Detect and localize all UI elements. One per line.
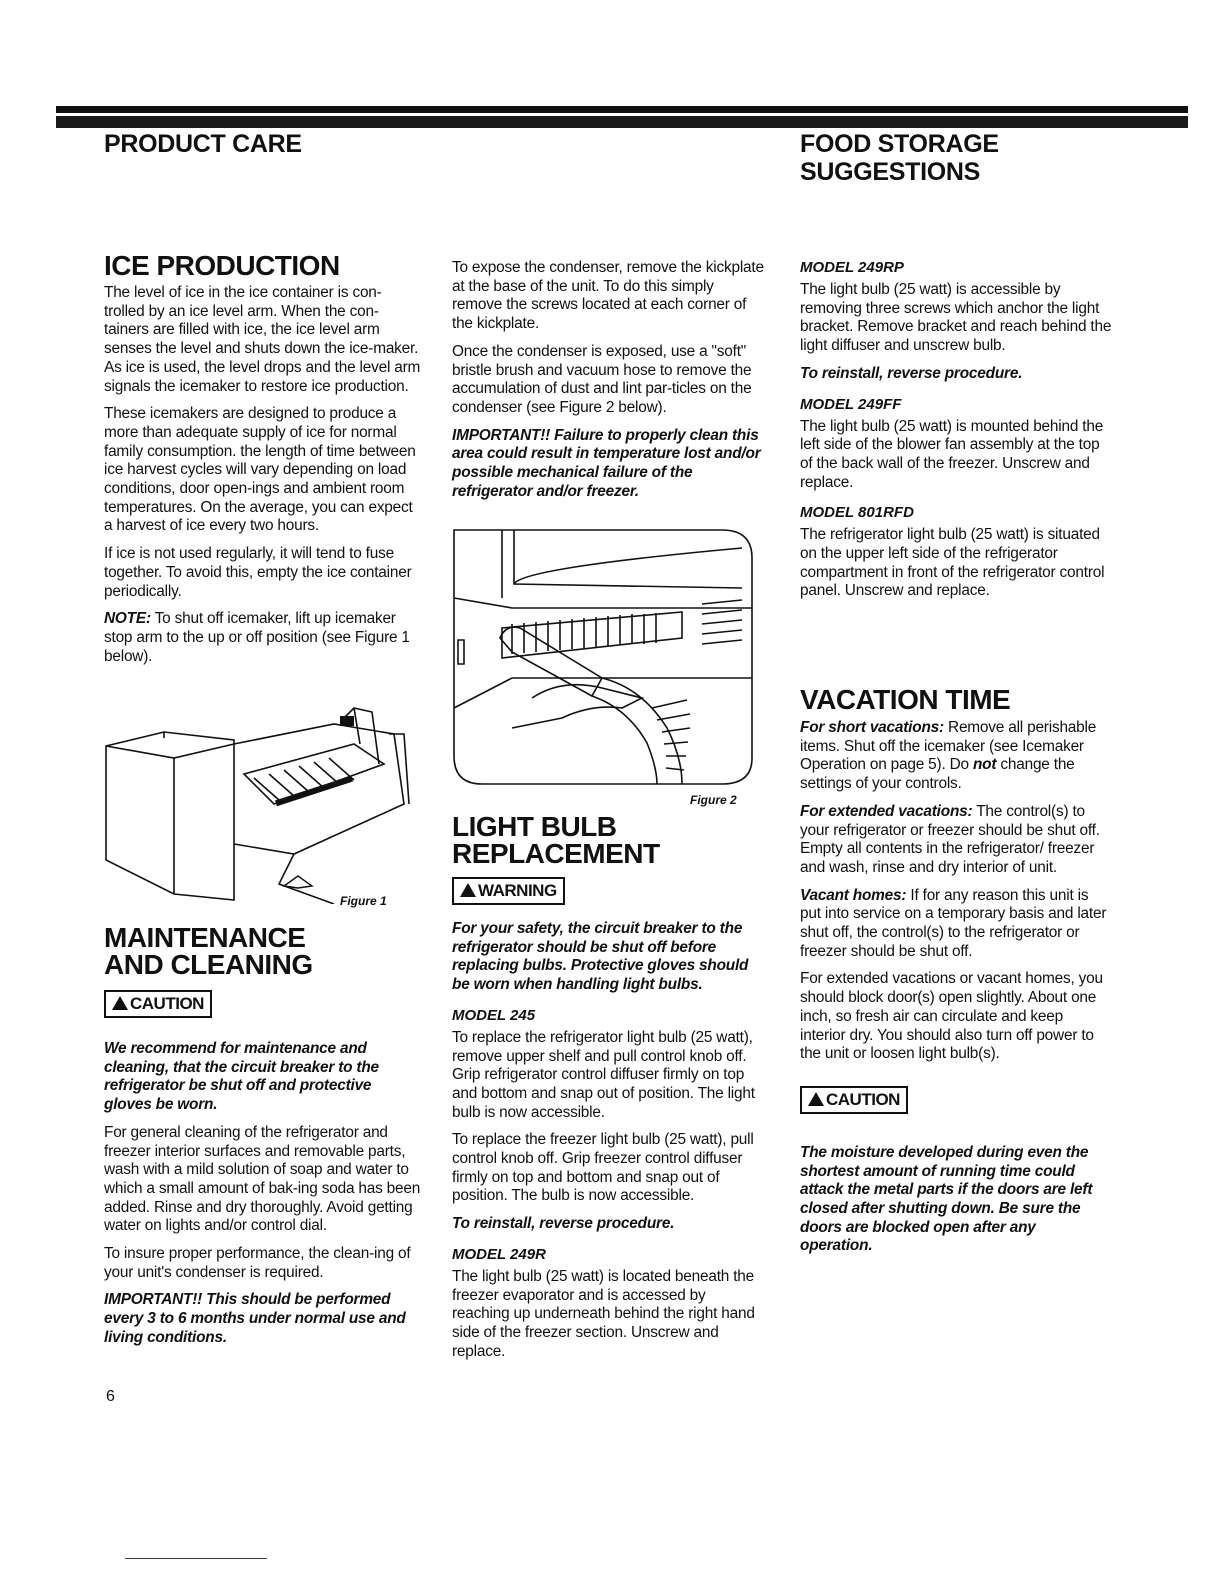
heading-light-bulb: [452, 813, 764, 867]
important-note: IMPORTANT!! Failure to properly clean this area could result in temperature lost and/or possible mechanical failure of the refrigerator and/or freezer.: [452, 426, 761, 500]
caution-badge: [104, 990, 212, 1018]
section-title-product-care: PRODUCT CARE: [104, 130, 302, 158]
warning-text: For your safety, the circuit breaker to the refrigerator should be shut off before replacing bulbs. Protective gloves should be worn when handling light bulbs.: [452, 920, 749, 994]
paragraph: The light bulb (25 watt) is mounted behind the left side of the blower fan assembly at the top of the back wall of the freezer. Unscrew and replace.: [800, 417, 1104, 491]
note-label: NOTE:: [104, 610, 151, 628]
caution-badge: [800, 1086, 908, 1114]
section-title-line: FOOD STORAGE: [800, 130, 999, 158]
label: Vacant homes:: [800, 886, 907, 904]
text: If for any reason this unit is put into service on a temporary basis and later shut off, the control(s) to the refrigerator or freezer should be shut off.: [800, 886, 1107, 960]
paragraph: For extended vacations or vacant homes, you should block door(s) open slightly. About one inch, so fresh air can circulate and keep interior dry. You should also turn off power to the unit or loosen light bulb(s).: [800, 970, 1103, 1063]
paragraph: To insure proper performance, the clean-ing of your unit's condenser is required.: [104, 1245, 411, 1281]
warning-label: WARNING: [478, 881, 557, 900]
page-number: 6: [106, 1388, 115, 1405]
heading-line: MAINTENANCE: [104, 922, 306, 953]
column-2-lower: [452, 813, 764, 1370]
heading-line: REPLACEMENT: [452, 838, 660, 869]
model-heading: MODEL 801RFD: [800, 504, 914, 522]
important-note: IMPORTANT!! This should be performed every 3 to 6 months under normal use and living conditions.: [104, 1291, 406, 1346]
note-text: To shut off icemaker, lift up icemaker stop arm to the up or off position (see Figure 1 below).: [104, 610, 410, 665]
model-heading: MODEL 249FF: [800, 395, 902, 413]
caution-text: The moisture developed during even the shortest amount of running time could attack the metal parts if the doors are left closed after shutting down. Be sure the doors are blocked open after any operation.: [800, 1143, 1093, 1255]
warning-badge-wrap: [452, 877, 764, 905]
warning-badge: [452, 877, 565, 905]
warning-triangle-icon: [460, 883, 476, 897]
paragraph: To replace the freezer light bulb (25 watt), pull control knob off. Grip freezer control diffuser firmly on top and bottom and snap out of position. The bulb is now accessible.: [452, 1131, 754, 1205]
paragraph-extended-vacations: [800, 803, 1112, 878]
label: For short vacations:: [800, 719, 944, 736]
paragraph: For general cleaning of the refrigerator and freezer interior surfaces and removable parts, wash with a mild solution of soap and water to which a small amount of bak-ing soda has been added. Rinse and dry thoroughly. Avoid getting water on lights and/or control dial.: [104, 1123, 421, 1235]
caution-badge-wrap: [104, 990, 422, 1018]
paragraph: The light bulb (25 watt) is located beneath the freezer evaporator and is accessed by reaching up underneath behind the right hand side of the freezer section. Unscrew and replace.: [452, 1267, 755, 1360]
model-heading: MODEL 249R: [452, 1245, 546, 1263]
warning-triangle-icon: [808, 1092, 824, 1106]
figure-1-icemaker-illustration: [104, 704, 414, 904]
model-heading: MODEL 245: [452, 1006, 536, 1024]
column-2: [452, 259, 764, 510]
column-1: [104, 252, 422, 675]
caution-badge-wrap: [800, 1086, 1112, 1114]
caution-text: We recommend for maintenance and cleaning, that the circuit breaker to the refrigerator be shut off and protective gloves be worn.: [104, 1040, 379, 1114]
reinstall-note: To reinstall, reverse procedure.: [452, 1215, 675, 1233]
caution-label: CAUTION: [130, 994, 204, 1013]
paragraph: The refrigerator light bulb (25 watt) is situated on the upper left side of the refrigerator compartment in front of the refrigerator control panel. Unscrew and replace.: [800, 526, 1105, 600]
heading-maintenance: [104, 924, 422, 978]
text: Remove all perishable items. Shut off the icemaker (see Icemaker Operation on page 5). Do: [800, 719, 1097, 774]
column-3: [800, 259, 1112, 610]
heading-line: LIGHT BULB: [452, 811, 617, 842]
emphasis: not: [972, 756, 997, 774]
figure-2-condenser-illustration: [452, 528, 754, 788]
header-rule: [56, 106, 1188, 113]
model-heading: MODEL 249RP: [800, 259, 904, 276]
reinstall-note: To reinstall, reverse procedure.: [800, 364, 1023, 382]
column-1-lower: [104, 924, 422, 1357]
column-3-vacation: [800, 686, 1112, 1265]
heading-ice-production: ICE PRODUCTION: [104, 250, 340, 281]
paragraph: The level of ice in the ice container is con-trolled by an ice level arm. When the con-tainers are filled with ice, the ice level arm senses the level and shuts down the ice-maker. As ice is used, the level drops and the level arm signals the icemaker to restore ice production.: [104, 284, 421, 395]
warning-triangle-icon: [112, 996, 128, 1010]
label: For extended vacations:: [800, 802, 973, 820]
text: change the settings of your controls.: [800, 756, 1075, 793]
text: The control(s) to your refrigerator or freezer should be shut off. Empty all contents in the refrigerator/ freezer and wash, rinse and dry interior of unit.: [800, 802, 1100, 876]
caution-label: CAUTION: [826, 1089, 900, 1109]
footer-rule: [125, 1558, 267, 1559]
heading-vacation: VACATION TIME: [800, 684, 1011, 715]
figure-1-caption: Figure 1: [340, 894, 387, 908]
paragraph: Once the condenser is exposed, use a "soft" bristle brush and vacuum hose to remove the accumulation of dust and lint par-ticles on the condenser (see Figure 2 below).: [452, 342, 752, 416]
section-title-line: SUGGESTIONS: [800, 158, 981, 186]
figure-2-caption: Figure 2: [690, 793, 737, 807]
section-title-food-storage: [800, 130, 999, 186]
note-paragraph: [104, 610, 422, 666]
paragraph: To replace the refrigerator light bulb (25 watt), remove upper shelf and pull control knob off. Grip refrigerator control diffuser firmly on top and bottom and snap out of position. The light bulb is now accessible.: [452, 1028, 755, 1121]
paragraph: The light bulb (25 watt) is accessible by removing three screws which anchor the light bracket. Remove bracket and reach behind the light diffuser and unscrew bulb.: [800, 281, 1112, 355]
paragraph: These icemakers are designed to produce a more than adequate supply of ice for normal family consumption. the length of time between ice harvest cycles will vary depending on load conditions, door open-ings and ambient room temperatures. On the average, you can expect a harvest of ice every two hours.: [104, 405, 416, 535]
paragraph-vacant-homes: [800, 887, 1112, 962]
paragraph-short-vacations: [800, 719, 1112, 794]
paragraph: To expose the condenser, remove the kickplate at the base of the unit. To do this simply remove the screws located at each corner of the kickplate.: [452, 259, 764, 333]
paragraph: If ice is not used regularly, it will tend to fuse together. To avoid this, empty the ice container periodically.: [104, 545, 412, 600]
header-bar: [56, 116, 1188, 128]
heading-line: AND CLEANING: [104, 949, 313, 980]
